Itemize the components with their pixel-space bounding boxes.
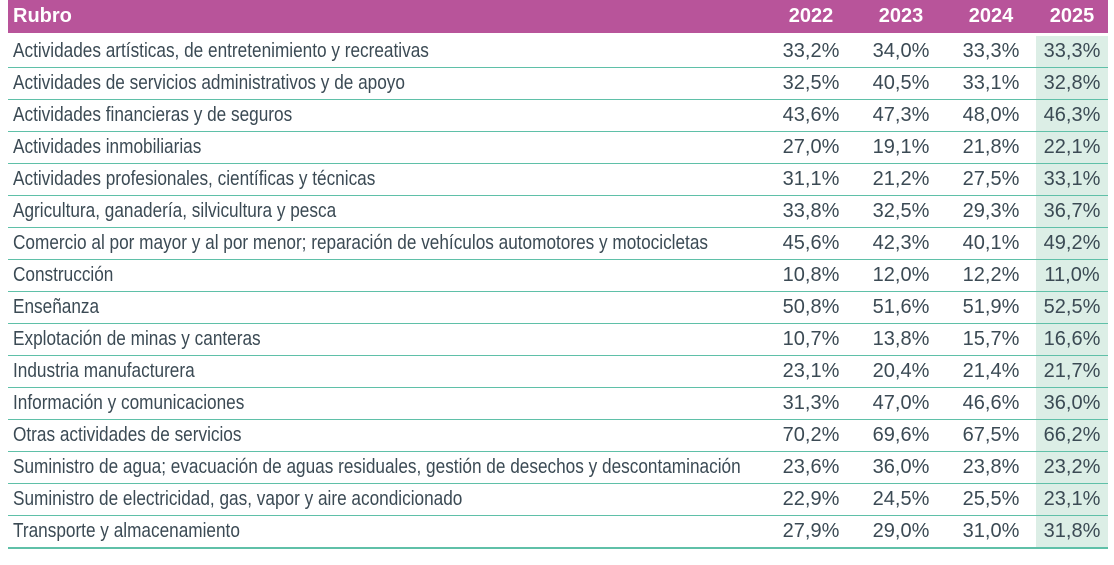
- value-2023: 19,1%: [856, 132, 946, 164]
- value-2022: 31,1%: [766, 164, 856, 196]
- row-label-text: Actividades de servicios administrativos y de apoyo: [13, 72, 405, 94]
- value-2024: 23,8%: [946, 452, 1036, 484]
- value-2025: 32,8%: [1036, 68, 1108, 100]
- value-2023: 13,8%: [856, 324, 946, 356]
- value-2025: 36,7%: [1036, 196, 1108, 228]
- row-label: [8, 68, 766, 100]
- table-row: [8, 132, 1108, 164]
- row-label: [8, 260, 766, 292]
- header-row: [8, 0, 1108, 35]
- value-2024: 33,1%: [946, 68, 1036, 100]
- value-2025: 16,6%: [1036, 324, 1108, 356]
- value-2024: 40,1%: [946, 228, 1036, 260]
- table-row: [8, 516, 1108, 549]
- row-label: [8, 292, 766, 324]
- row-label-text: Agricultura, ganadería, silvicultura y pesca: [13, 200, 337, 222]
- value-2024: 27,5%: [946, 164, 1036, 196]
- row-label: [8, 196, 766, 228]
- value-2023: 32,5%: [856, 196, 946, 228]
- value-2023: 47,0%: [856, 388, 946, 420]
- value-2025: 22,1%: [1036, 132, 1108, 164]
- value-2025: 46,3%: [1036, 100, 1108, 132]
- value-2025: 66,2%: [1036, 420, 1108, 452]
- value-2025: 52,5%: [1036, 292, 1108, 324]
- value-2023: 20,4%: [856, 356, 946, 388]
- row-label: [8, 420, 766, 452]
- row-label-text: Actividades financieras y de seguros: [13, 104, 293, 126]
- value-2025: 11,0%: [1036, 260, 1108, 292]
- value-2023: 40,5%: [856, 68, 946, 100]
- table-row: [8, 164, 1108, 196]
- row-label: [8, 516, 766, 549]
- row-label: [8, 132, 766, 164]
- value-2023: 47,3%: [856, 100, 946, 132]
- column-header-2024: 2024: [946, 0, 1036, 35]
- value-2022: 33,2%: [766, 35, 856, 68]
- table-body: [8, 35, 1108, 549]
- row-label: [8, 228, 766, 260]
- table-row: [8, 68, 1108, 100]
- row-label: [8, 484, 766, 516]
- table-row: [8, 196, 1108, 228]
- value-2023: 21,2%: [856, 164, 946, 196]
- value-2022: 10,8%: [766, 260, 856, 292]
- table-row: [8, 292, 1108, 324]
- row-label-text: Suministro de electricidad, gas, vapor y aire acondicionado: [13, 488, 463, 510]
- value-2025: 21,7%: [1036, 356, 1108, 388]
- value-2025: 31,8%: [1036, 516, 1108, 549]
- value-2023: 24,5%: [856, 484, 946, 516]
- row-label-text: Comercio al por mayor y al por menor; reparación de vehículos automotores y motocicletas: [13, 232, 709, 254]
- value-2022: 10,7%: [766, 324, 856, 356]
- row-label: [8, 164, 766, 196]
- value-2025: 36,0%: [1036, 388, 1108, 420]
- row-label-text: Transporte y almacenamiento: [13, 520, 240, 542]
- table-row: [8, 100, 1108, 132]
- table-row: [8, 324, 1108, 356]
- row-label-text: Enseñanza: [13, 296, 100, 318]
- value-2024: 21,4%: [946, 356, 1036, 388]
- row-label-text: Actividades artísticas, de entretenimiento y recreativas: [13, 40, 429, 62]
- value-2025: 33,1%: [1036, 164, 1108, 196]
- value-2022: 50,8%: [766, 292, 856, 324]
- value-2025: 23,1%: [1036, 484, 1108, 516]
- value-2024: 67,5%: [946, 420, 1036, 452]
- value-2024: 12,2%: [946, 260, 1036, 292]
- table-row: [8, 388, 1108, 420]
- value-2024: 15,7%: [946, 324, 1036, 356]
- row-label-text: Construcción: [13, 264, 114, 286]
- row-label: [8, 100, 766, 132]
- row-label-text: Actividades profesionales, científicas y técnicas: [13, 168, 376, 190]
- value-2024: 48,0%: [946, 100, 1036, 132]
- sector-percentage-table: [8, 0, 1108, 549]
- table-header: [8, 0, 1108, 35]
- value-2023: 69,6%: [856, 420, 946, 452]
- value-2024: 25,5%: [946, 484, 1036, 516]
- value-2024: 33,3%: [946, 35, 1036, 68]
- value-2022: 45,6%: [766, 228, 856, 260]
- row-label: [8, 324, 766, 356]
- value-2022: 33,8%: [766, 196, 856, 228]
- row-label-text: Industria manufacturera: [13, 360, 195, 382]
- value-2024: 31,0%: [946, 516, 1036, 549]
- table-row: [8, 260, 1108, 292]
- row-label: [8, 388, 766, 420]
- row-label: [8, 452, 766, 484]
- value-2023: 29,0%: [856, 516, 946, 549]
- value-2023: 42,3%: [856, 228, 946, 260]
- value-2024: 51,9%: [946, 292, 1036, 324]
- value-2022: 23,1%: [766, 356, 856, 388]
- value-2023: 12,0%: [856, 260, 946, 292]
- column-header-2023: 2023: [856, 0, 946, 35]
- table-row: [8, 356, 1108, 388]
- row-label-text: Suministro de agua; evacuación de aguas residuales, gestión de desechos y descontaminación: [13, 456, 741, 478]
- row-label: [8, 356, 766, 388]
- value-2022: 43,6%: [766, 100, 856, 132]
- value-2022: 22,9%: [766, 484, 856, 516]
- table-row: [8, 484, 1108, 516]
- row-label-text: Otras actividades de servicios: [13, 424, 242, 446]
- column-header-2022: 2022: [766, 0, 856, 35]
- column-header-rubro: Rubro: [8, 0, 766, 35]
- value-2025: 23,2%: [1036, 452, 1108, 484]
- table-row: [8, 228, 1108, 260]
- value-2022: 27,0%: [766, 132, 856, 164]
- row-label-text: Información y comunicaciones: [13, 392, 245, 414]
- value-2022: 32,5%: [766, 68, 856, 100]
- value-2023: 51,6%: [856, 292, 946, 324]
- value-2024: 46,6%: [946, 388, 1036, 420]
- table-row: [8, 35, 1108, 68]
- value-2023: 34,0%: [856, 35, 946, 68]
- row-label: [8, 35, 766, 68]
- value-2022: 70,2%: [766, 420, 856, 452]
- row-label-text: Actividades inmobiliarias: [13, 136, 202, 158]
- value-2022: 23,6%: [766, 452, 856, 484]
- value-2024: 29,3%: [946, 196, 1036, 228]
- table-row: [8, 420, 1108, 452]
- value-2022: 31,3%: [766, 388, 856, 420]
- value-2025: 33,3%: [1036, 35, 1108, 68]
- value-2022: 27,9%: [766, 516, 856, 549]
- value-2023: 36,0%: [856, 452, 946, 484]
- value-2024: 21,8%: [946, 132, 1036, 164]
- row-label-text: Explotación de minas y canteras: [13, 328, 261, 350]
- value-2025: 49,2%: [1036, 228, 1108, 260]
- column-header-2025: 2025: [1036, 0, 1108, 35]
- table-row: [8, 452, 1108, 484]
